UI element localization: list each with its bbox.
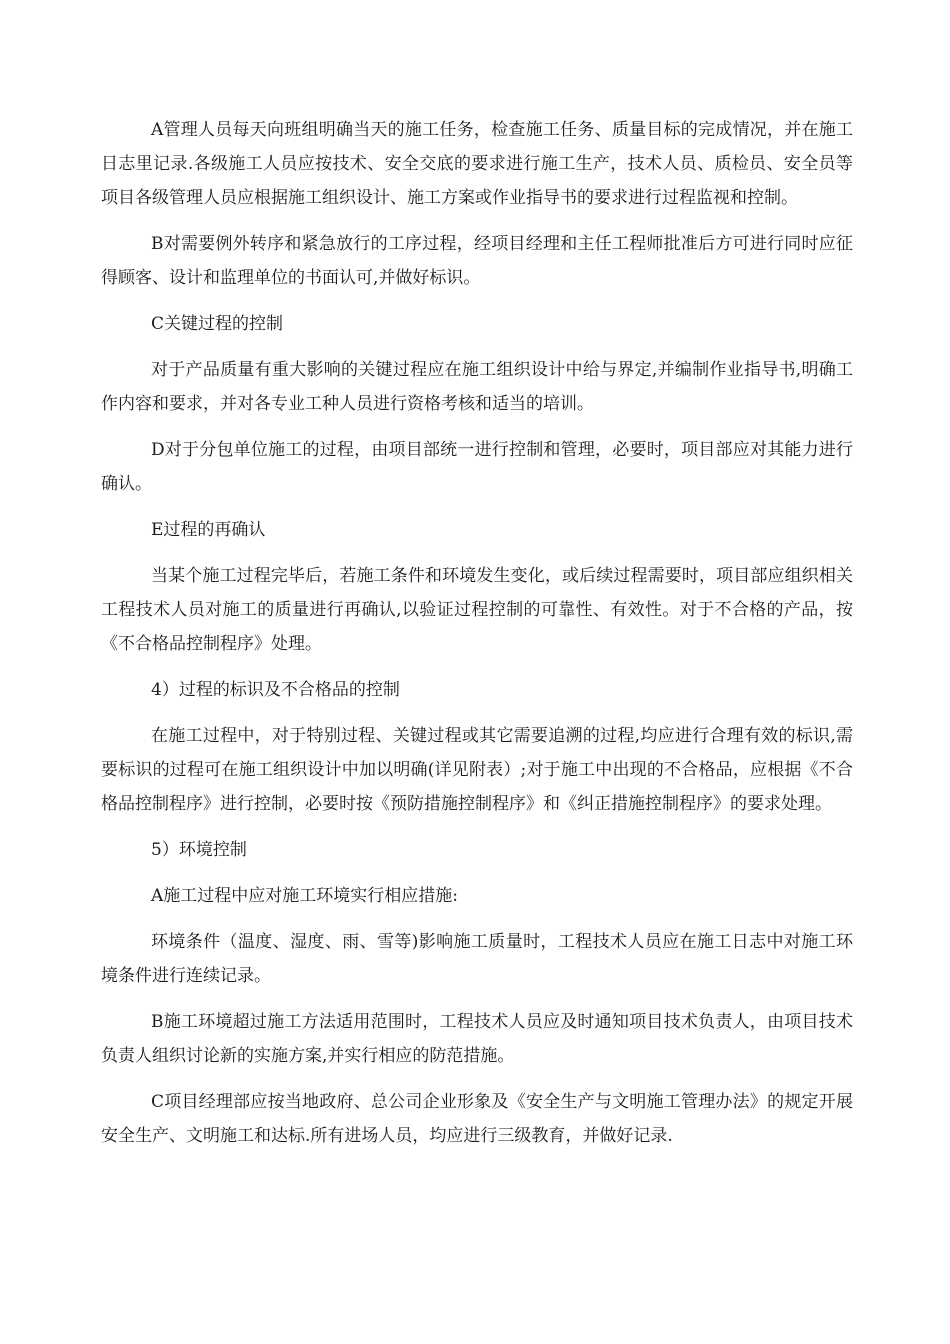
paragraph-environment-conditions: 环境条件（温度、湿度、雨、雪等)影响施工质量时，工程技术人员应在施工日志中对施工环境条件进行连续记录。 [101, 932, 853, 986]
heading-e-revalidation: E过程的再确认 [151, 520, 266, 540]
document-body [101, 113, 853, 1165]
paragraph-a-daily-tasks: A管理人员每天向班组明确当天的施工任务，检查施工任务、质量目标的完成情况，并在施工日志里记录.各级施工人员应按技术、安全交底的要求进行施工生产，技术人员、质检员、安全员等项目各级管理人员应根据施工组织设计、施工方案或作业指导书的要求进行过程监视和控制。 [101, 120, 853, 208]
paragraph-b-environment-range: B施工环境超过施工方法适用范围时，工程技术人员应及时通知项目技术负责人，由项目技术负责人组织讨论新的实施方案,并实行相应的防范措施。 [101, 1012, 853, 1066]
paragraph-key-process-definition: 对于产品质量有重大影响的关键过程应在施工组织设计中给与界定,并编制作业指导书,明确工作内容和要求，并对各专业工种人员进行资格考核和适当的培训。 [101, 360, 853, 414]
paragraph-a-environment-measures: A施工过程中应对施工环境实行相应措施: [151, 886, 459, 906]
heading-5-environment-control: 5）环境控制 [151, 840, 247, 860]
paragraph-revalidation: 当某个施工过程完毕后，若施工条件和环境发生变化，或后续过程需要时，项目部应组织相关工程技术人员对施工的质量进行再确认,以验证过程控制的可靠性、有效性。对于不合格的产品，按《不合格品控制程序》处理。 [101, 566, 853, 654]
paragraph-d-subcontractor: D对于分包单位施工的过程，由项目部统一进行控制和管理，必要时，项目部应对其能力进行确认。 [101, 440, 853, 494]
paragraph-c-safety-production: C项目经理部应按当地政府、总公司企业形象及《安全生产与文明施工管理办法》的规定开展安全生产、文明施工和达标.所有进场人员，均应进行三级教育，并做好记录. [101, 1092, 853, 1146]
heading-4-identification: 4）过程的标识及不合格品的控制 [151, 680, 400, 700]
paragraph-identification: 在施工过程中，对于特别过程、关键过程或其它需要追溯的过程,均应进行合理有效的标识,需要标识的过程可在施工组织设计中加以明确(详见附表）;对于施工中出现的不合格品，应根据《不合格品控制程序》进行控制，必要时按《预防措施控制程序》和《纠正措施控制程序》的要求处理。 [101, 726, 853, 814]
heading-c-key-process-control: C关键过程的控制 [151, 314, 284, 334]
paragraph-b-exception-release: B对需要例外转序和紧急放行的工序过程，经项目经理和主任工程师批准后方可进行同时应征得顾客、设计和监理单位的书面认可,并做好标识。 [101, 234, 853, 288]
